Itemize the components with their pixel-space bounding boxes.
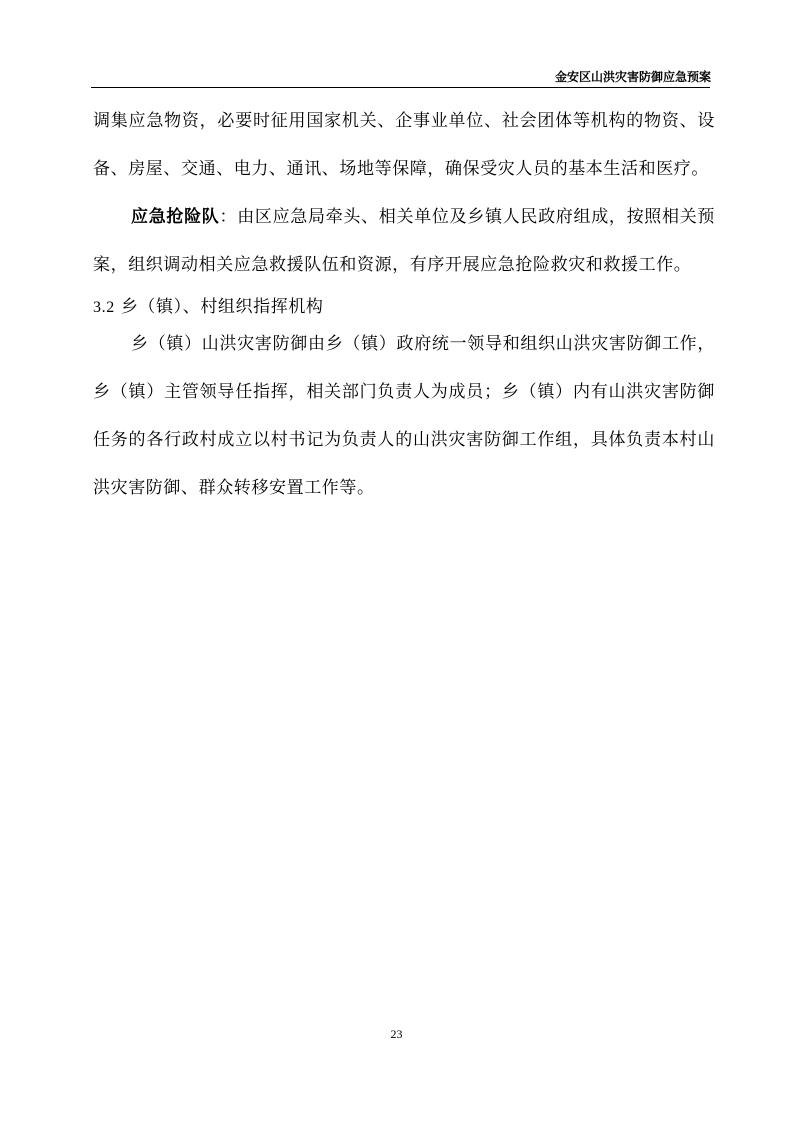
paragraph-emergency-supplies: 调集应急物资，必要时征用国家机关、企事业单位、社会团体等机构的物资、设备、房屋、交通、电力、通讯、场地等保障，确保受灾人员的基本生活和医疗。 bbox=[93, 111, 715, 179]
section-title: 乡（镇）、村组织指挥机构 bbox=[114, 297, 324, 317]
header-title: 金安区山洪灾害防御应急预案 bbox=[554, 70, 711, 84]
paragraph-rescue-team bbox=[93, 193, 715, 289]
rescue-team-text: ：由区应急局牵头、相关单位及乡镇人民政府组成，按照相关预案，组织调动相关应急救援队伍和资源，有序开展应急抢险救灾和救援工作。 bbox=[93, 207, 715, 275]
rescue-team-label: 应急抢险队 bbox=[131, 207, 220, 227]
paragraph-township-command: 乡（镇）山洪灾害防御由乡（镇）政府统一领导和组织山洪灾害防御工作，乡（镇）主管领导任指挥，相关部门负责人为成员；乡（镇）内有山洪灾害防御任务的各行政村成立以村书记为负责人的山洪灾害防御工作组，具体负责本村山洪灾害防御、群众转移安置工作等。 bbox=[93, 334, 715, 498]
section-number: 3.2 bbox=[93, 299, 115, 316]
page-body bbox=[93, 97, 715, 512]
header-divider bbox=[91, 87, 710, 88]
page-number: 23 bbox=[390, 1027, 403, 1041]
section-heading-3-2 bbox=[93, 289, 715, 320]
